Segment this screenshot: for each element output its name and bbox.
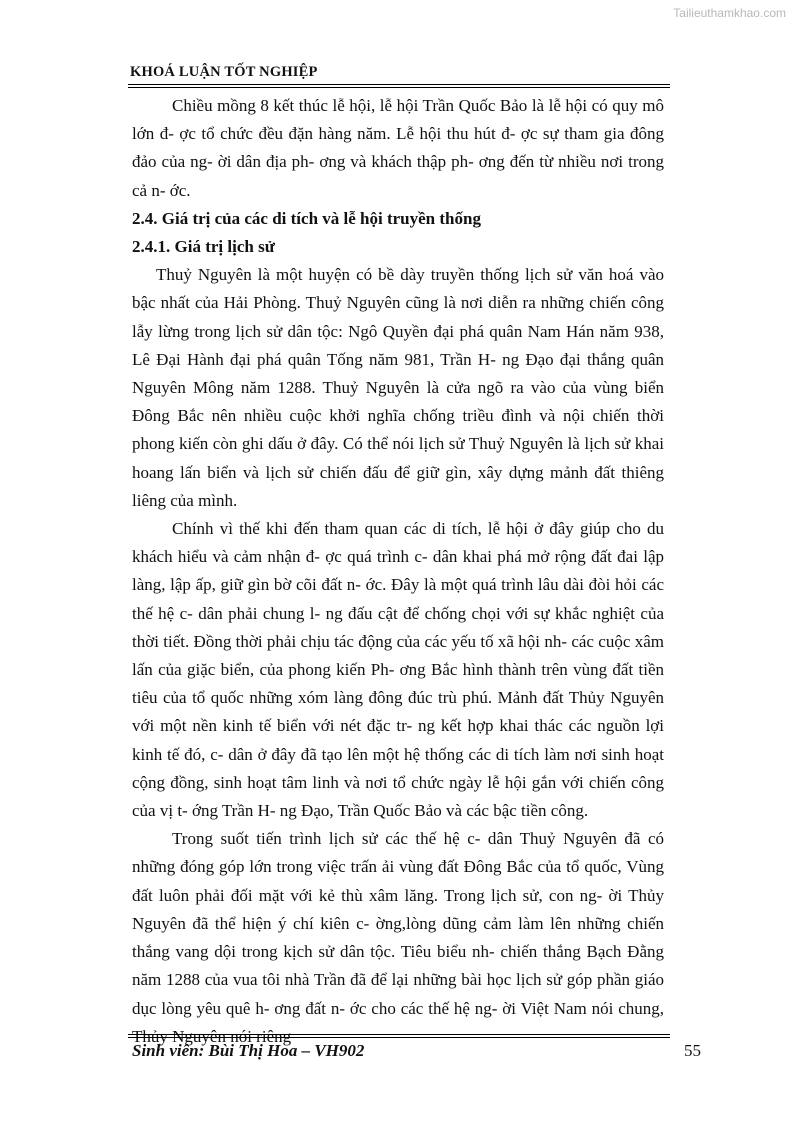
page-number: 55 xyxy=(684,1041,701,1060)
paragraph-thuy-nguyen-history: Thuỷ Nguyên là một huyện có bề dày truyền thống lịch sử văn hoá vào bậc nhất của Hải Phòng. Thuỷ Nguyên cũng là nơi diễn ra những chiến công lẫy lừng trong lịch sử dân tộc: Ngô Quyền đại phá quân Nam Hán năm 938, Lê Đại Hành đại phá quân Tống năm 981, Trần H- ng Đạo đại thắng quân Nguyên Mông năm 1288. Thuỷ Nguyên là cửa ngõ ra vào của vùng biển Đông Bắc nên nhiều cuộc khởi nghĩa chống triều đình và nội chiến thời phong kiến còn ghi dấu ở đây. Có thể nói lịch sử Thuỷ Nguyên là lịch sử khai hoang lấn biển và lịch sử chiến đấu để giữ gìn, xây dựng mảnh đất thiêng liêng của mình. xyxy=(132,265,664,510)
header-divider xyxy=(128,84,670,88)
document-body xyxy=(132,92,664,1051)
watermark-text: Tailieuthamkhao.com xyxy=(673,6,786,20)
page-header-title: KHOÁ LUẬN TỐT NGHIỆP xyxy=(130,64,318,80)
section-heading-2-4: 2.4. Giá trị của các di tích và lễ hội truyền thống xyxy=(132,208,481,228)
subsection-heading-2-4-1: 2.4.1. Giá trị lịch sử xyxy=(132,237,275,257)
footer-divider xyxy=(128,1034,670,1038)
paragraph-historical-contribution: Trong suốt tiến trình lịch sử các thế hệ c- dân Thuỷ Nguyên đã có những đóng góp lớn trong việc trấn ải vùng đất Đông Bắc của tổ quốc, Vùng đất luôn phải đối mặt với kẻ thù xâm lăng. Trong lịch sử, con ng- ời Thủy Nguyên đã thể hiện ý chí kiên c- ờng,lòng dũng cảm làm lên những chiến thắng vang dội trong kịch sử dân tộc. Tiêu biểu nh- chiến thắng Bạch Đằng năm 1288 của vua tôi nhà Trần đã để lại những bài học lịch sử góp phần giáo dục lòng yêu quê h- ơng đất n- ớc cho các thế hệ ng- ời Việt Nam nói chung, Thủy Nguyên nói riêng xyxy=(132,829,664,1046)
paragraph-festival-closing: Chiều mồng 8 kết thúc lễ hội, lễ hội Trần Quốc Bảo là lễ hội có quy mô lớn đ- ợc tổ chức đều đặn hàng năm. Lễ hội thu hút đ- ợc sự tham gia đông đảo của ng- ời dân địa ph- ơng và khách thập ph- ơng đến từ nhiều nơi trong cả n- ớc. xyxy=(132,96,664,200)
footer-author: Sinh viên: Bùi Thị Hoa – VH902 xyxy=(132,1041,365,1060)
paragraph-visitor-experience: Chính vì thế khi đến tham quan các di tích, lễ hội ở đây giúp cho du khách hiểu và cảm nhận đ- ợc quá trình c- dân khai phá mở rộng đất đai lập làng, lập ấp, giữ gìn bờ cõi đất n- ớc. Đây là một quá trình lâu dài đòi hỏi các thế hệ c- dân phải chung l- ng đấu cật để chống chọi với sự khắc nghiệt của thời tiết. Đồng thời phải chịu tác động của các yếu tố xã hội nh- các cuộc xâm lấn của giặc biển, của phong kiến Ph- ơng Bắc hình thành trên vùng đất tiền tiêu của tổ quốc những xóm làng đông đúc trù phú. Mảnh đất Thủy Nguyên với một nền kinh tế biển với nét đặc tr- ng kết hợp khai thác các nguồn lợi kinh tế đó, c- dân ở đây đã tạo lên một hệ thống các di tích làm nơi sinh hoạt cộng đồng, sinh hoạt tâm linh và nơi tổ chức ngày lễ hội gắn với chiến công của vị t- ớng Trần H- ng Đạo, Trần Quốc Bảo và các bậc tiền công. xyxy=(132,519,664,821)
